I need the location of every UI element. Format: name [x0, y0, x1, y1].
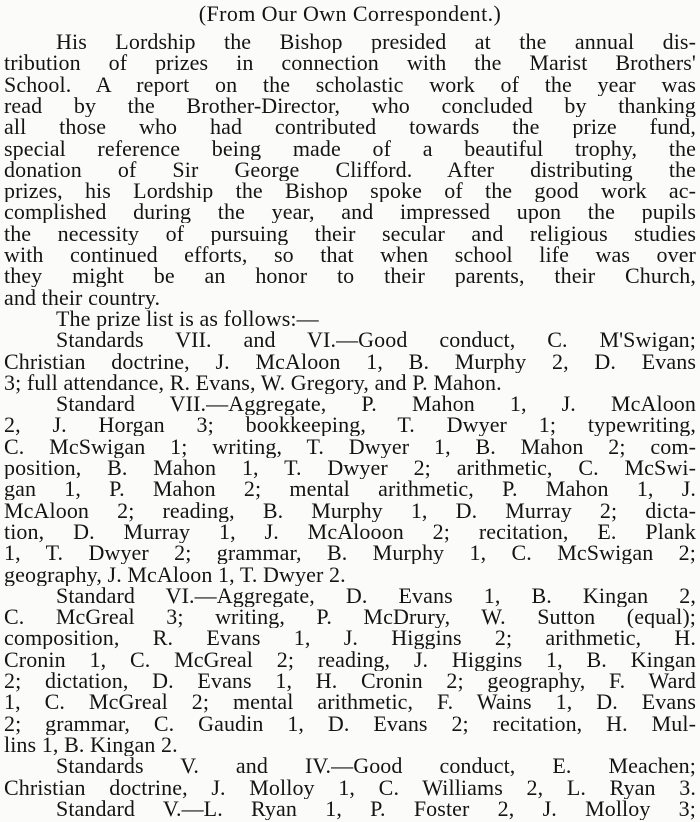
article-line: School. A report on the scholastic work of the year was	[4, 73, 696, 96]
article-line: tion, D. Murray 1, J. McAlooon 2; recitation, E. Plank	[4, 520, 696, 543]
article-line: position, B. Mahon 1, T. Dwyer 2; arithmetic, C. McSwi-	[4, 457, 696, 479]
correspondent-byline: (From Our Own Correspondent.)	[198, 1, 502, 26]
article-line: gan 1, P. Mahon 2; mental arithmetic, P. Mahon 1, J.	[4, 478, 696, 501]
article-line: prizes, his Lordship the Bishop spoke of the good work ac-	[4, 180, 696, 203]
article-line: composition, R. Evans 1, J. Higgins 2; arithmetic, H.	[4, 627, 696, 650]
article-line: 2; grammar, C. Gaudin 1, D. Evans 2; recitation, H. Mul-	[4, 712, 696, 735]
article-line: Standard VII.—Aggregate, P. Mahon 1, J. McAloon	[56, 393, 696, 416]
article-line: McAloon 2; reading, B. Murphy 1, D. Murray 2; dicta-	[4, 499, 696, 522]
article-line: tribution of prizes in connection with the Marist Brothers'	[4, 52, 696, 75]
article-line: complished during the year, and impressed upon the pupils	[4, 201, 696, 224]
article-line: Christian doctrine, J. Molloy 1, C. Williams 2, L. Ryan 3.	[4, 776, 696, 799]
article-line: Cronin 1, C. McGreal 2; reading, J. Higgins 1, B. Kingan	[4, 648, 696, 671]
article-line: all those who had contributed towards the prize fund,	[4, 116, 696, 139]
article-line: Standards V. and IV.—Good conduct, E. Meachen;	[56, 755, 696, 778]
article-line: with continued efforts, so that when school life was over	[4, 244, 696, 266]
article-line: 2, J. Horgan 3; bookkeeping, T. Dwyer 1; typewriting,	[4, 414, 696, 437]
article-line: 2; dictation, D. Evans 1, H. Cronin 2; geography, F. Ward	[4, 670, 696, 692]
article-line: C. McSwigan 1; writing, T. Dwyer 1, B. Mahon 2; com-	[4, 435, 696, 458]
article-line: 1, T. Dwyer 2; grammar, B. Murphy 1, C. McSwigan 2;	[4, 542, 696, 565]
article-line: His Lordship the Bishop presided at the annual dis-	[56, 31, 696, 53]
article-line: read by the Brother-Director, who concluded by thanking	[4, 94, 696, 117]
article-line: 1, C. McGreal 2; mental arithmetic, F. Wains 1, D. Evans	[4, 691, 696, 714]
article-line: Standards VII. and VI.—Good conduct, C. M'Swigan;	[56, 329, 696, 352]
article-line: and their country.	[4, 286, 161, 309]
article-line: C. McGreal 3; writing, P. McDrury, W. Sutton (equal);	[4, 606, 696, 629]
article-line: special reference being made of a beautiful trophy, the	[4, 137, 696, 160]
article-line: Christian doctrine, J. McAloon 1, B. Murphy 2, D. Evans	[4, 350, 696, 373]
article-line: Standard VI.—Aggregate, D. Evans 1, B. Kingan 2,	[56, 584, 696, 607]
article-line: lins 1, B. Kingan 2.	[4, 733, 178, 756]
article-line: 3; full attendance, R. Evans, W. Gregory, and P. Mahon.	[4, 371, 502, 394]
article-line: they might be an honor to their parents, their Church,	[4, 265, 696, 288]
article-line: Standard V.—L. Ryan 1, P. Foster 2, J. Molloy 3;	[56, 797, 696, 820]
article-line: The prize list is as follows:—	[56, 307, 319, 330]
article-line: the necessity of pursuing their secular and religious studies	[4, 222, 696, 245]
article-line: donation of Sir George Clifford. After distributing the	[4, 158, 696, 181]
article-line: geography, J. McAloon 1, T. Dwyer 2.	[4, 563, 346, 586]
